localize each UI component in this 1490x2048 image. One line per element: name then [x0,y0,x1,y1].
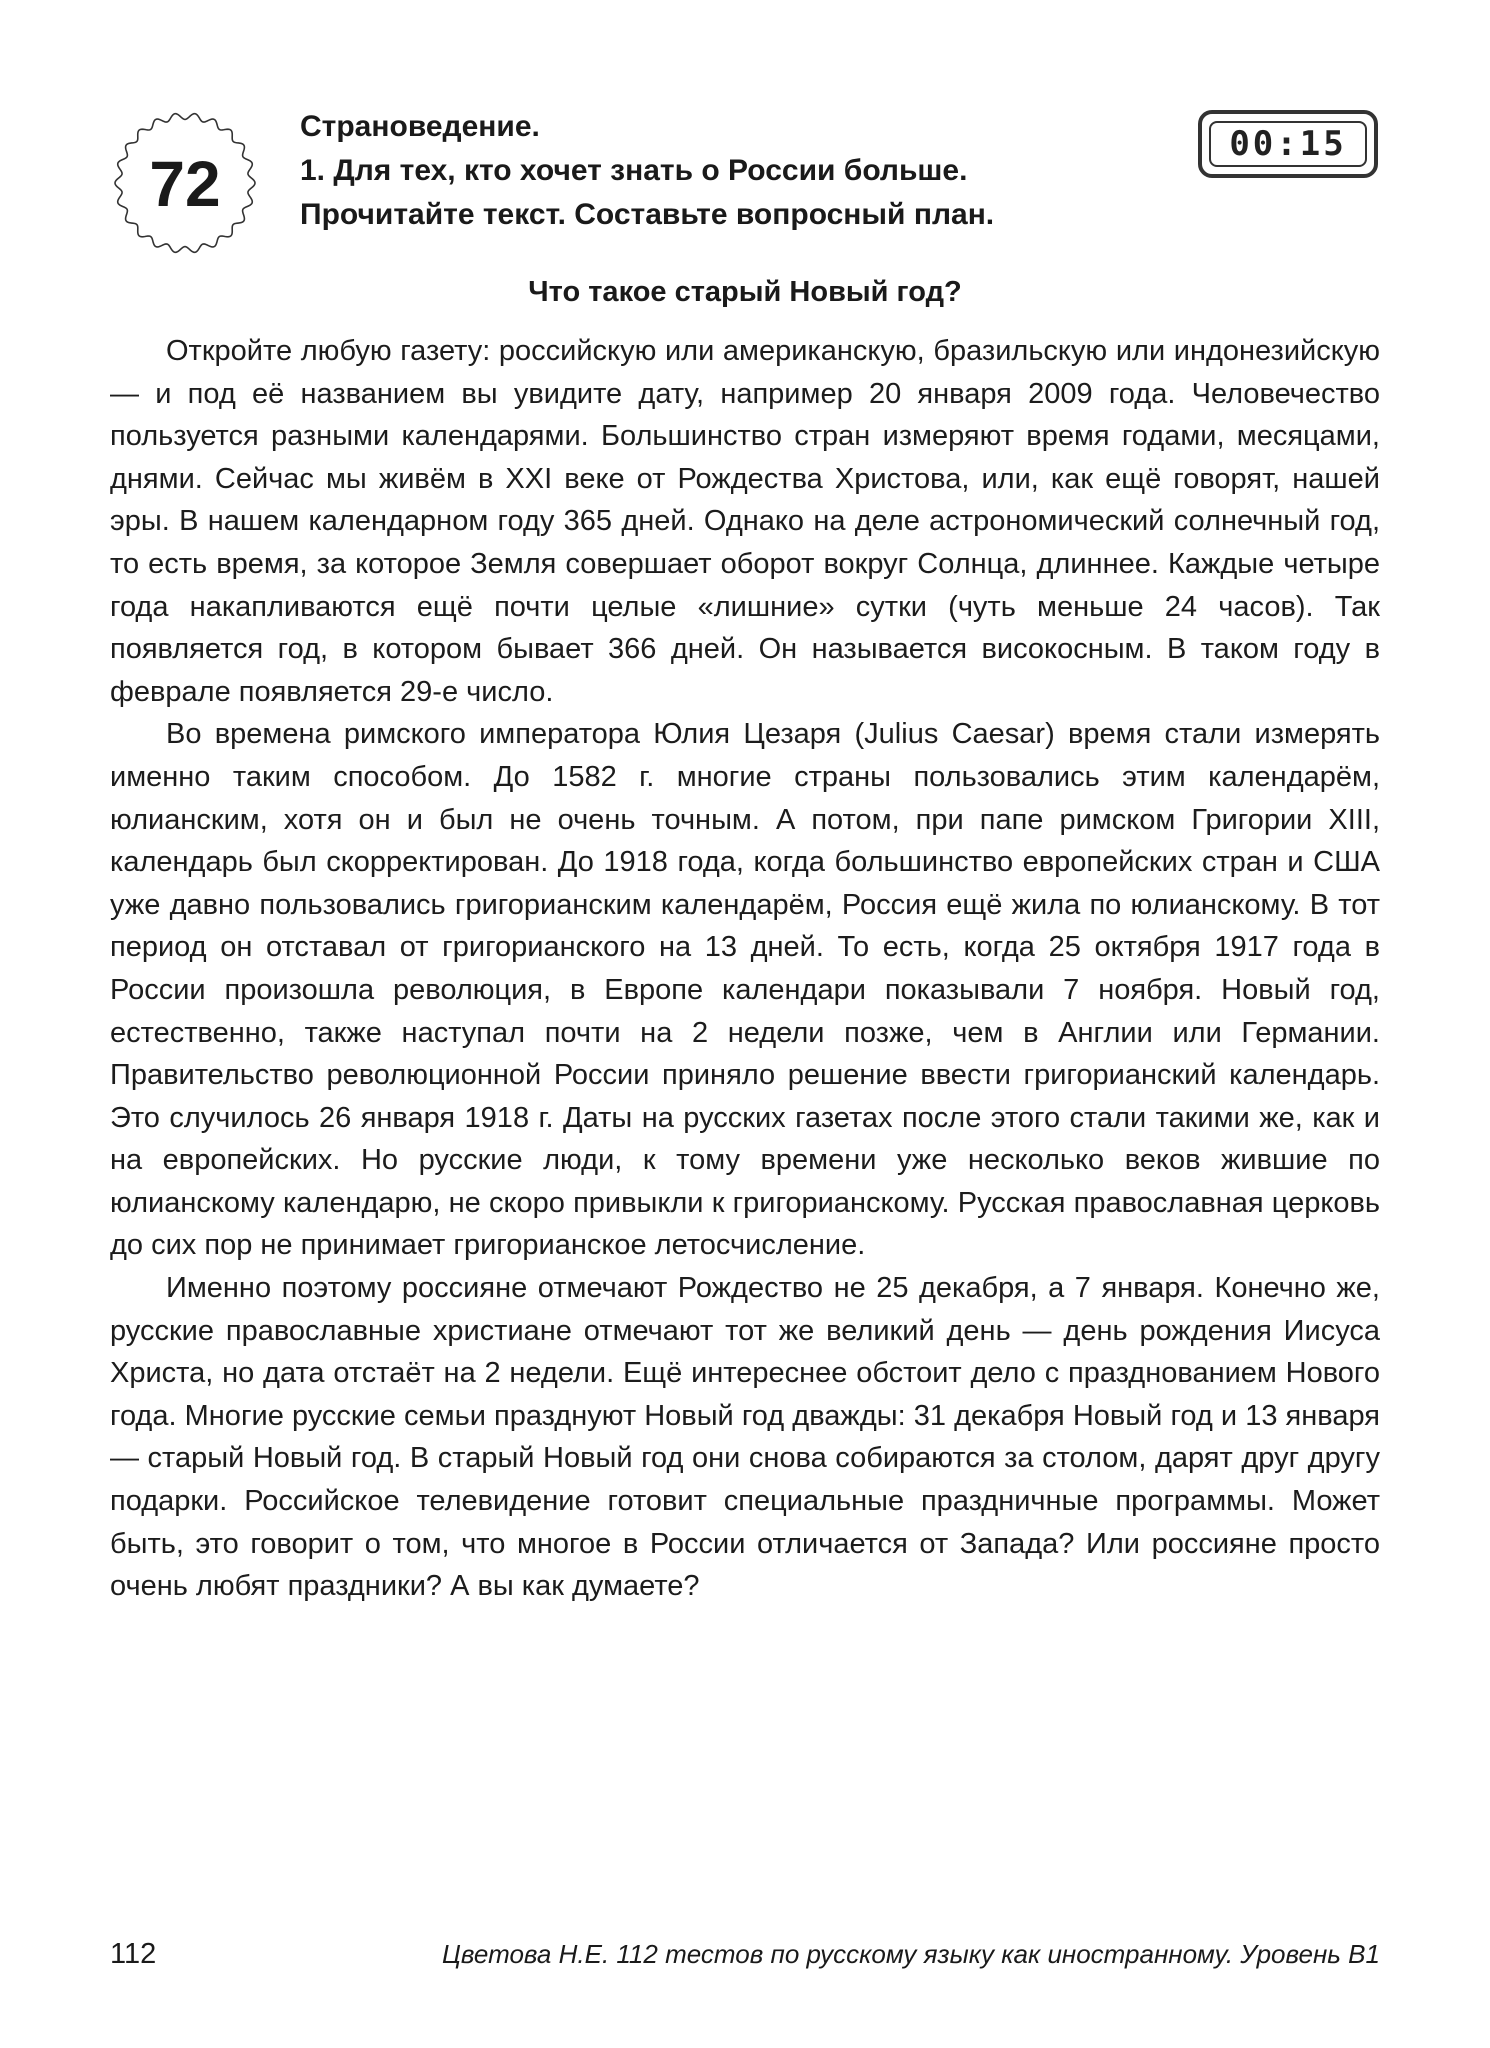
article-paragraph: Именно поэтому россияне отмечают Рождество не 25 декабря, а 7 января. Конечно же, русские православные христиане отмечают тот же великий день — день рождения Иисуса Христа, но дата отстаёт на 2 недели. Ещё интереснее обстоит дело с празднованием Нового года. Многие русские семьи празднуют Новый год дважды: 31 декабря Новый год и 13 января — старый Новый год. В старый Новый год они снова собираются за столом, дарят друг другу подарки. Российское телевидение готовит специальные праздничные программы. Может быть, это говорит о том, что многое в России отличается от Запада? Или россияне просто очень любят праздники? А вы как думаете? [110,1272,1380,1603]
article-body [110,330,1380,1608]
test-number: 72 [149,148,221,220]
book-reference: Цветова Н.Е. 112 тестов по русскому языку как иностранному. Уровень В1 [442,1939,1380,1969]
timer-value: 00:15 [1209,121,1367,167]
task-header [300,105,1180,237]
header-line-task: 1. Для тех, кто хочет знать о России больше. [300,154,968,187]
header-line-instruction: Прочитайте текст. Составьте вопросный план. [300,198,995,231]
timer-badge [1198,110,1378,178]
test-number-badge [110,108,260,258]
article-paragraph: Во времена римского императора Юлия Цезаря (Julius Caesar) время стали измерять именно таким способом. До 1582 г. многие страны пользовались этим календарём, юлианским, хотя он и был не очень точным. А потом, при папе римском Григории XIII, календарь был скорректирован. До 1918 года, когда большинство европейских стран и США уже давно пользовались григорианским календарём, Россия ещё жила по юлианскому. В тот период он отставал от григорианского на 13 дней. То есть, когда 25 октября 1917 года в России произошла революция, в Европе календари показывали 7 ноября. Новый год, естественно, также наступал почти на 2 недели позже, чем в Англии или Германии. Правительство революционной России приняло решение ввести григорианский календарь. Это случилось 26 января 1918 г. Даты на русских газетах после этого стали такими же, как и на европейских. Но русские люди, к тому времени уже несколько веков жившие по юлианскому календарю, не скоро привыкли к григорианскому. Русская православная церковь до сих пор не принимает григорианское летосчисление. [110,718,1380,1262]
scalloped-circle-icon [110,108,260,258]
article-title: Что такое старый Новый год? [528,276,962,308]
page-number: 112 [110,1938,157,1970]
header-line-section: Страноведение. [300,110,540,143]
article-paragraph: Откройте любую газету: российскую или американскую, бразильскую или индонезийскую — и под её названием вы увидите дату, например 20 января 2009 года. Человечество пользуется разными календарями. Большинство стран измеряют время годами, месяцами, днями. Сейчас мы живём в XXI веке от Рождества Христова, или, как ещё говорят, нашей эры. В нашем календарном году 365 дней. Однако на деле астрономический солнечный год, то есть время, за которое Земля совершает оборот вокруг Солнца, длиннее. Каждые четыре года накапливаются ещё почти целые «лишние» сутки (чуть меньше 24 часов). Так появляется год, в котором бывает 366 дней. Он называется високосным. В таком году в феврале появляется 29-е число. [110,335,1380,708]
